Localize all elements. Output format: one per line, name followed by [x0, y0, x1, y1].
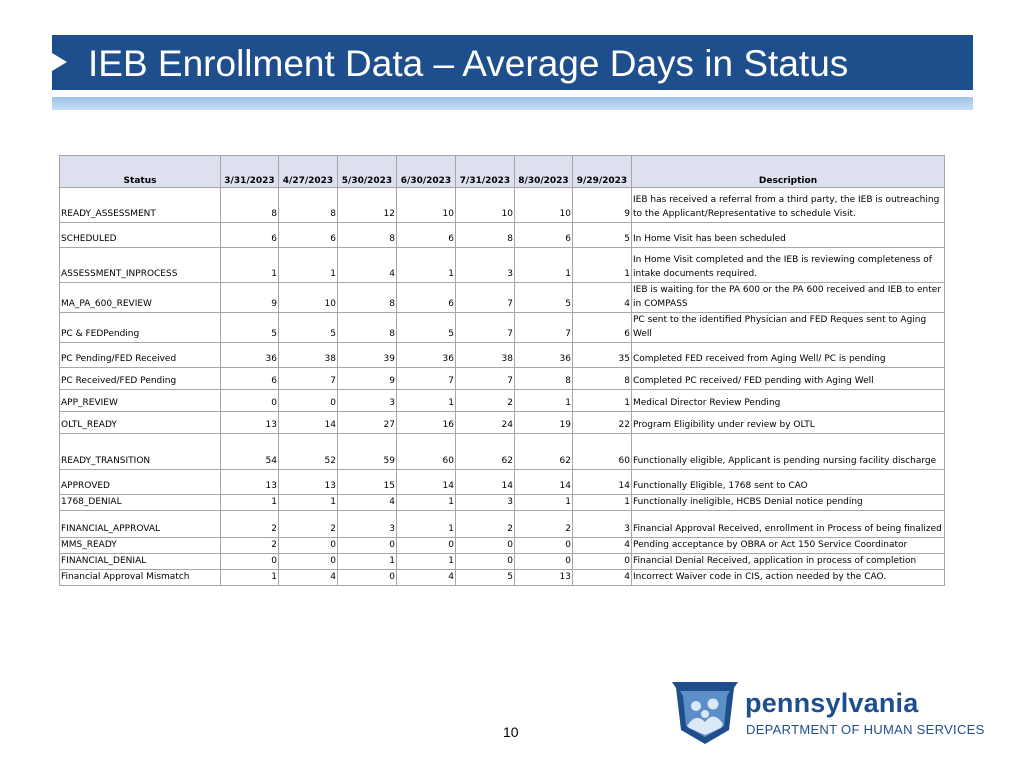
- days-value-cell: 36: [515, 343, 573, 368]
- status-cell: OLTL_READY: [60, 412, 221, 434]
- days-value-cell: 1: [515, 495, 573, 511]
- table-header-row: [60, 156, 945, 188]
- status-cell: PC Received/FED Pending: [60, 368, 221, 390]
- days-value-cell: 6: [279, 223, 338, 248]
- status-cell: APPROVED: [60, 470, 221, 495]
- description-cell: In Home Visit has been scheduled: [632, 223, 945, 248]
- table-row: [60, 390, 945, 412]
- days-value-cell: 5: [515, 283, 573, 313]
- days-value-cell: 3: [573, 511, 632, 538]
- days-value-cell: 1: [279, 248, 338, 283]
- days-value-cell: 5: [456, 570, 515, 586]
- days-value-cell: 8: [338, 223, 397, 248]
- days-value-cell: 3: [456, 248, 515, 283]
- days-value-cell: 8: [515, 368, 573, 390]
- days-value-cell: 2: [221, 511, 279, 538]
- keystone-family-seal-icon: [672, 682, 738, 744]
- days-value-cell: 7: [456, 313, 515, 343]
- days-value-cell: 6: [221, 223, 279, 248]
- days-value-cell: 2: [456, 390, 515, 412]
- days-value-cell: 2: [456, 511, 515, 538]
- days-value-cell: 7: [397, 368, 456, 390]
- days-value-cell: 14: [456, 470, 515, 495]
- days-value-cell: 1: [221, 495, 279, 511]
- status-cell: FINANCIAL_APPROVAL: [60, 511, 221, 538]
- days-value-cell: 10: [456, 188, 515, 223]
- days-value-cell: 27: [338, 412, 397, 434]
- days-value-cell: 13: [221, 412, 279, 434]
- status-cell: APP_REVIEW: [60, 390, 221, 412]
- days-value-cell: 8: [456, 223, 515, 248]
- header-date: 4/27/2023: [279, 156, 338, 188]
- days-value-cell: 7: [515, 313, 573, 343]
- days-value-cell: 2: [279, 511, 338, 538]
- days-value-cell: 8: [338, 283, 397, 313]
- days-value-cell: 8: [573, 368, 632, 390]
- logo-name: pennsylvania: [745, 688, 919, 718]
- table-row: [60, 434, 945, 470]
- days-value-cell: 60: [397, 434, 456, 470]
- days-value-cell: 14: [279, 412, 338, 434]
- days-value-cell: 38: [279, 343, 338, 368]
- header-date: 6/30/2023: [397, 156, 456, 188]
- page-number: 10: [503, 724, 519, 740]
- status-cell: FINANCIAL_DENIAL: [60, 554, 221, 570]
- days-value-cell: 14: [397, 470, 456, 495]
- days-value-cell: 6: [573, 313, 632, 343]
- days-value-cell: 39: [338, 343, 397, 368]
- days-value-cell: 4: [573, 538, 632, 554]
- days-value-cell: 1: [515, 248, 573, 283]
- days-value-cell: 1: [573, 390, 632, 412]
- table-row: [60, 248, 945, 283]
- days-value-cell: 8: [338, 313, 397, 343]
- days-value-cell: 0: [456, 554, 515, 570]
- status-cell: MMS_READY: [60, 538, 221, 554]
- days-value-cell: 0: [279, 554, 338, 570]
- table-row: [60, 554, 945, 570]
- description-cell: Financial Denial Received, application in process of completion: [632, 554, 945, 570]
- table-row: [60, 495, 945, 511]
- days-value-cell: 2: [515, 511, 573, 538]
- status-cell: 1768_DENIAL: [60, 495, 221, 511]
- header-date: 3/31/2023: [221, 156, 279, 188]
- days-value-cell: 9: [221, 283, 279, 313]
- description-cell: In Home Visit completed and the IEB is reviewing completeness of intake documents required.: [632, 248, 945, 283]
- days-value-cell: 7: [456, 368, 515, 390]
- days-value-cell: 0: [221, 554, 279, 570]
- days-value-cell: 1: [397, 390, 456, 412]
- days-value-cell: 0: [221, 390, 279, 412]
- days-value-cell: 4: [338, 248, 397, 283]
- status-cell: MA_PA_600_REVIEW: [60, 283, 221, 313]
- days-value-cell: 0: [279, 538, 338, 554]
- title-arrow-icon: [52, 53, 67, 71]
- days-value-cell: 12: [338, 188, 397, 223]
- days-value-cell: 8: [221, 188, 279, 223]
- description-cell: Completed PC received/ FED pending with Aging Well: [632, 368, 945, 390]
- days-value-cell: 54: [221, 434, 279, 470]
- table-row: [60, 283, 945, 313]
- table-row: [60, 538, 945, 554]
- days-value-cell: 1: [397, 495, 456, 511]
- description-cell: Program Eligibility under review by OLTL: [632, 412, 945, 434]
- header-date: 7/31/2023: [456, 156, 515, 188]
- days-value-cell: 0: [338, 538, 397, 554]
- header-status: Status: [60, 156, 221, 188]
- days-value-cell: 4: [279, 570, 338, 586]
- description-cell: Functionally ineligible, HCBS Denial notice pending: [632, 495, 945, 511]
- slide-title: IEB Enrollment Data – Average Days in Status: [88, 43, 849, 84]
- days-value-cell: 0: [456, 538, 515, 554]
- header-date: 5/30/2023: [338, 156, 397, 188]
- days-value-cell: 36: [397, 343, 456, 368]
- description-cell: IEB is waiting for the PA 600 or the PA 600 received and IEB to enter in COMPASS: [632, 283, 945, 313]
- days-value-cell: 22: [573, 412, 632, 434]
- days-value-cell: 16: [397, 412, 456, 434]
- days-value-cell: 3: [338, 390, 397, 412]
- status-cell: SCHEDULED: [60, 223, 221, 248]
- days-value-cell: 10: [397, 188, 456, 223]
- description-cell: Completed FED received from Aging Well/ PC is pending: [632, 343, 945, 368]
- days-value-cell: 10: [515, 188, 573, 223]
- days-value-cell: 35: [573, 343, 632, 368]
- days-value-cell: 1: [397, 511, 456, 538]
- header-description: Description: [632, 156, 945, 188]
- days-value-cell: 10: [279, 283, 338, 313]
- header-date: 9/29/2023: [573, 156, 632, 188]
- description-cell: Functionally eligible, Applicant is pending nursing facility discharge: [632, 434, 945, 470]
- logo-department: DEPARTMENT OF HUMAN SERVICES: [746, 722, 985, 737]
- status-cell: ASSESSMENT_INPROCESS: [60, 248, 221, 283]
- days-value-cell: 3: [456, 495, 515, 511]
- days-value-cell: 14: [515, 470, 573, 495]
- days-value-cell: 13: [279, 470, 338, 495]
- days-value-cell: 8: [279, 188, 338, 223]
- description-cell: Pending acceptance by OBRA or Act 150 Service Coordinator: [632, 538, 945, 554]
- enrollment-status-table: [59, 155, 945, 586]
- days-value-cell: 6: [515, 223, 573, 248]
- table-row: [60, 313, 945, 343]
- days-value-cell: 2: [221, 538, 279, 554]
- days-value-cell: 1: [279, 495, 338, 511]
- days-value-cell: 5: [221, 313, 279, 343]
- table-row: [60, 470, 945, 495]
- days-value-cell: 3: [338, 511, 397, 538]
- table-row: [60, 223, 945, 248]
- days-value-cell: 4: [338, 495, 397, 511]
- days-value-cell: 6: [397, 223, 456, 248]
- days-value-cell: 0: [397, 538, 456, 554]
- description-cell: PC sent to the identified Physician and FED Reques sent to Aging Well: [632, 313, 945, 343]
- days-value-cell: 9: [338, 368, 397, 390]
- days-value-cell: 62: [515, 434, 573, 470]
- days-value-cell: 4: [397, 570, 456, 586]
- days-value-cell: 0: [515, 554, 573, 570]
- days-value-cell: 4: [573, 570, 632, 586]
- days-value-cell: 13: [515, 570, 573, 586]
- days-value-cell: 6: [221, 368, 279, 390]
- days-value-cell: 19: [515, 412, 573, 434]
- days-value-cell: 7: [456, 283, 515, 313]
- table-row: [60, 343, 945, 368]
- days-value-cell: 0: [515, 538, 573, 554]
- description-cell: Incorrect Waiver code in CIS, action needed by the CAO.: [632, 570, 945, 586]
- days-value-cell: 5: [397, 313, 456, 343]
- description-cell: Functionally Eligible, 1768 sent to CAO: [632, 470, 945, 495]
- days-value-cell: 38: [456, 343, 515, 368]
- days-value-cell: 36: [221, 343, 279, 368]
- days-value-cell: 24: [456, 412, 515, 434]
- days-value-cell: 1: [397, 248, 456, 283]
- days-value-cell: 1: [573, 495, 632, 511]
- table-row: [60, 511, 945, 538]
- days-value-cell: 13: [221, 470, 279, 495]
- days-value-cell: 0: [279, 390, 338, 412]
- days-value-cell: 14: [573, 470, 632, 495]
- days-value-cell: 0: [338, 570, 397, 586]
- days-value-cell: 62: [456, 434, 515, 470]
- days-value-cell: 1: [221, 570, 279, 586]
- table-row: [60, 368, 945, 390]
- days-value-cell: 1: [221, 248, 279, 283]
- status-cell: READY_TRANSITION: [60, 434, 221, 470]
- table-row: [60, 412, 945, 434]
- days-value-cell: 1: [338, 554, 397, 570]
- days-value-cell: 1: [573, 248, 632, 283]
- days-value-cell: 9: [573, 188, 632, 223]
- days-value-cell: 1: [515, 390, 573, 412]
- days-value-cell: 6: [397, 283, 456, 313]
- days-value-cell: 1: [397, 554, 456, 570]
- title-stripe: [52, 97, 973, 110]
- days-value-cell: 4: [573, 283, 632, 313]
- days-value-cell: 15: [338, 470, 397, 495]
- days-value-cell: 59: [338, 434, 397, 470]
- description-cell: IEB has received a referral from a third party, the IEB is outreaching to the Applicant/Representative to schedule Visit.: [632, 188, 945, 223]
- status-cell: PC Pending/FED Received: [60, 343, 221, 368]
- days-value-cell: 52: [279, 434, 338, 470]
- description-cell: Medical Director Review Pending: [632, 390, 945, 412]
- days-value-cell: 5: [573, 223, 632, 248]
- days-value-cell: 60: [573, 434, 632, 470]
- status-cell: READY_ASSESSMENT: [60, 188, 221, 223]
- table-row: [60, 188, 945, 223]
- days-value-cell: 0: [573, 554, 632, 570]
- table-row: [60, 570, 945, 586]
- days-value-cell: 7: [279, 368, 338, 390]
- status-cell: Financial Approval Mismatch: [60, 570, 221, 586]
- header-date: 8/30/2023: [515, 156, 573, 188]
- description-cell: Financial Approval Received, enrollment in Process of being finalized: [632, 511, 945, 538]
- status-cell: PC & FEDPending: [60, 313, 221, 343]
- days-value-cell: 5: [279, 313, 338, 343]
